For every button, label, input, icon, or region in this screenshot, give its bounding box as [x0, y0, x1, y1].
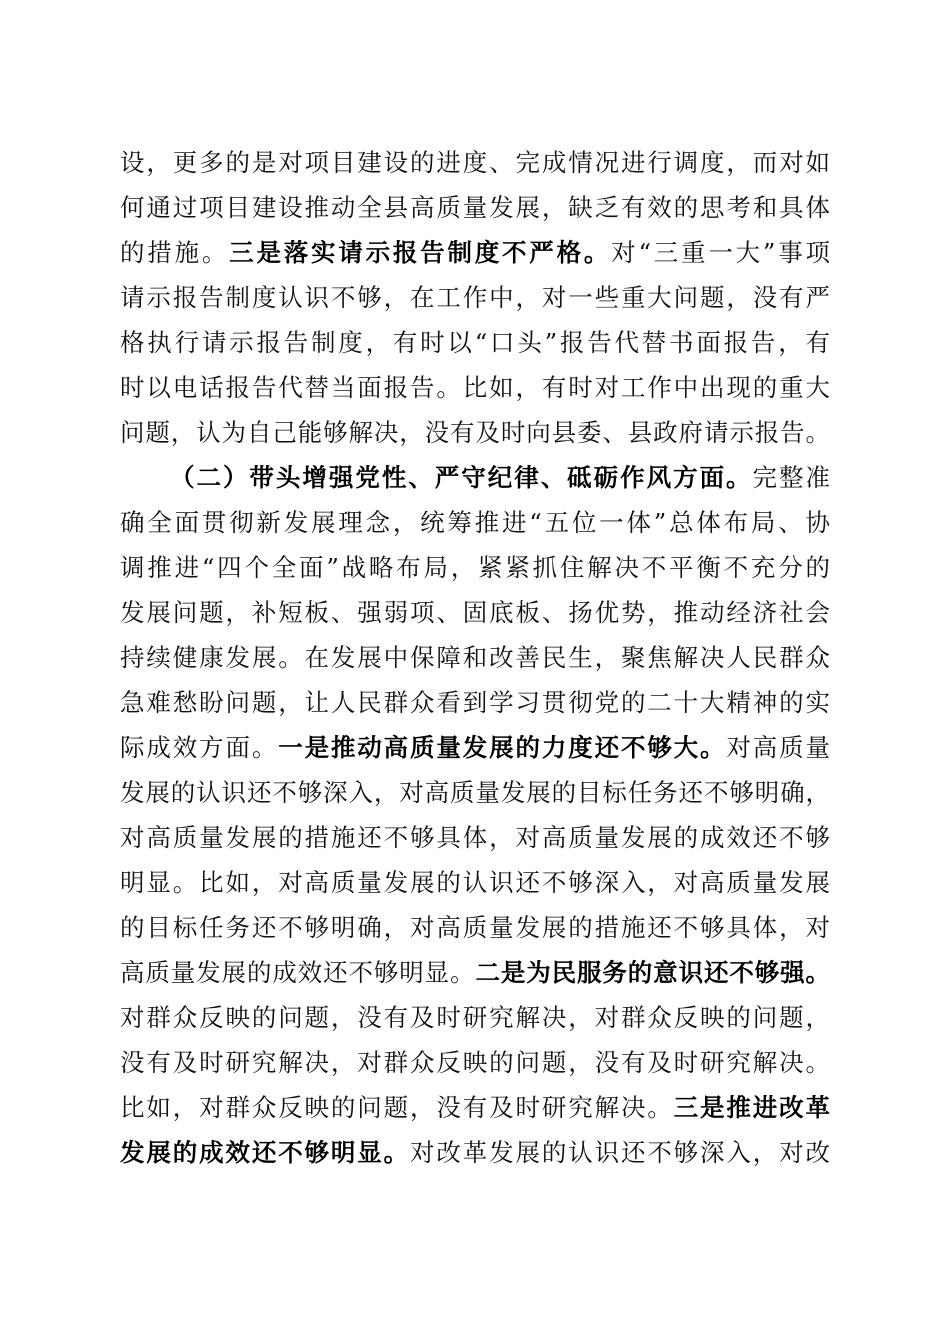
text-run: 对群众反映的问题，没有及时研究解决，对群众反映的问题， [120, 1003, 830, 1032]
text-run: 急难愁盼问题，让人民群众看到学习贯彻党的二十大精神的实 [120, 688, 830, 717]
text-run: 发展问题，补短板、强弱项、固底板、扬优势，推动经济社会 [120, 598, 830, 627]
text-line-12 [120, 635, 830, 680]
text-line-22 [120, 1085, 830, 1130]
text-run: 持续健康发展。在发展中保障和改善民生，聚焦解决人民群众 [120, 643, 830, 672]
text-line-11 [120, 590, 830, 635]
text-line-8 [170, 455, 830, 500]
text-run: 的措施。 [120, 238, 230, 267]
text-line-9 [120, 500, 830, 545]
text-run: 明显。比如，对高质量发展的认识还不够深入，对高质量发展 [120, 868, 830, 897]
text-run: 时以电话报告代替当面报告。比如，有时对工作中出现的重大 [120, 373, 830, 402]
bold-heading-run: 发展的成效还不够明显。 [120, 1138, 411, 1167]
text-run: 何通过项目建设推动全县高质量发展，缺乏有效的思考和具体 [120, 193, 830, 222]
text-run: 确全面贯彻新发展理念，统筹推进“五位一体”总体布局、协 [120, 508, 830, 537]
text-run: 对改革发展的认识还不够深入，对改 [410, 1138, 831, 1167]
text-line-19 [120, 950, 830, 995]
text-line-10 [120, 545, 830, 590]
text-line-17 [120, 860, 830, 905]
bold-heading-run: 二是为民服务的意识还不够强。 [475, 958, 831, 987]
section-heading-run: （二）带头增强党性、严守纪律、砥砺作风方面。 [170, 463, 753, 492]
text-line-15 [120, 770, 830, 815]
text-run: 请示报告制度认识不够，在工作中，对一些重大问题，没有严 [120, 283, 830, 312]
text-line-18 [120, 905, 830, 950]
text-run: 高质量发展的成效还不够明显。 [120, 958, 476, 987]
bold-heading-run: 一是推动高质量发展的力度还不够大。 [278, 733, 727, 762]
text-run: 格执行请示报告制度，有时以“口头”报告代替书面报告，有 [120, 328, 830, 357]
text-line-2 [120, 185, 830, 230]
bold-heading-run: 三是推进改革 [673, 1093, 830, 1122]
bold-heading-run: 三是落实请示报告制度不严格。 [229, 238, 612, 267]
text-line-16 [120, 815, 830, 860]
text-line-21 [120, 1040, 830, 1085]
text-line-1 [120, 140, 830, 185]
text-run: 对高质量 [726, 733, 831, 762]
text-run: 的目标任务还不够明确，对高质量发展的措施还不够具体，对 [120, 913, 830, 942]
text-run: 问题，认为自己能够解决，没有及时向县委、县政府请示报告。 [120, 418, 830, 447]
text-run: 完整准 [752, 463, 831, 492]
text-run: 没有及时研究解决，对群众反映的问题，没有及时研究解决。 [120, 1048, 830, 1077]
text-run: 设，更多的是对项目建设的进度、完成情况进行调度，而对如 [120, 148, 830, 177]
text-line-5 [120, 320, 830, 365]
text-line-13 [120, 680, 830, 725]
text-run: 对高质量发展的措施还不够具体，对高质量发展的成效还不够 [120, 823, 830, 852]
text-line-7 [120, 410, 830, 455]
text-run: 际成效方面。 [120, 733, 279, 762]
text-run: 发展的认识还不够深入，对高质量发展的目标任务还不够明确， [120, 778, 830, 807]
text-line-14 [120, 725, 830, 770]
text-line-6 [120, 365, 830, 410]
text-line-3 [120, 230, 830, 275]
text-run: 调推进“四个全面”战略布局，紧紧抓住解决不平衡不充分的 [120, 553, 830, 582]
text-run: 比如，对群众反映的问题，没有及时研究解决。 [120, 1093, 674, 1122]
text-run: 对“三重一大”事项 [611, 238, 831, 267]
text-line-20 [120, 995, 830, 1040]
text-line-4 [120, 275, 830, 320]
text-line-23 [120, 1130, 830, 1175]
